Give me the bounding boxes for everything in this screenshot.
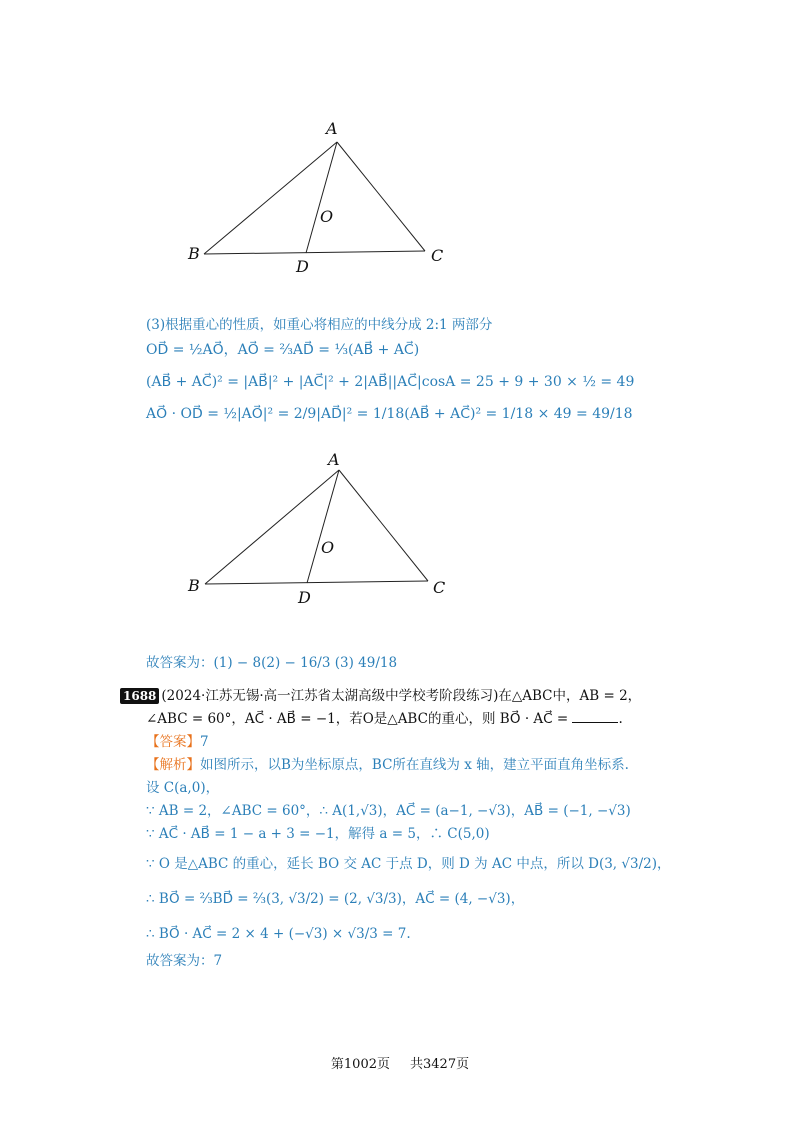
fig1-label-o: O [320, 207, 334, 226]
fig2-label-o: O [321, 538, 335, 557]
analysis-line6: ∴ BO⃗ = ⅔BD⃗ = ⅔(3, √3/2) = (2, √3/3)，AC⃗ = (4, −√3)， [146, 891, 525, 907]
page-footer [0, 1053, 800, 1072]
total-pages: 共3427页 [410, 1057, 470, 1072]
previous-answer: 故答案为：(1) − 8(2) − 16/3 (3) 49/18 [146, 655, 398, 671]
median-ad-2 [307, 470, 339, 583]
fig2-label-d: D [298, 588, 311, 607]
analysis-text-1: 如图所示，以B为坐标原点，BC所在直线为 x 轴，建立平面直角坐标系. [200, 757, 629, 773]
question-line1 [120, 687, 641, 705]
page-number: 第1002页 [330, 1057, 390, 1072]
analysis-line1 [146, 756, 629, 774]
answer-line [146, 733, 209, 751]
question-text-2-end: . [618, 711, 623, 727]
analysis-line2: 设 C(a,0)， [146, 780, 220, 796]
edge-bc-2 [205, 581, 428, 584]
question-number: 1688 [120, 688, 159, 704]
analysis-label: 【解析】 [146, 757, 200, 773]
solution3-line3: (AB⃗ + AC⃗)² = |AB⃗|² + |AC⃗|² + 2|AB⃗||AC⃗|cosA = 25 + 9 + 30 × ½ = 49 [146, 374, 635, 390]
analysis-line8: 故答案为：7 [146, 953, 223, 969]
fig2-label-c: C [433, 578, 446, 597]
fig2-label-a: A [328, 450, 340, 469]
question-line2 [146, 710, 623, 728]
analysis-line3: ∵ AB = 2，∠ABC = 60°，∴ A(1,√3)，AC⃗ = (a−1, −√3)，AB⃗ = (−1, −√3) [146, 803, 631, 819]
fig1-label-d: D [296, 257, 309, 276]
edge-ac-2 [339, 470, 428, 581]
answer-value: 7 [200, 734, 209, 750]
analysis-line7: ∴ BO⃗ · AC⃗ = 2 × 4 + (−√3) × √3/3 = 7. [146, 926, 411, 942]
answer-blank [572, 710, 618, 723]
analysis-line5: ∵ O 是△ABC 的重心，延长 BO 交 AC 于点 D，则 D 为 AC 中点，所以 D(3, √3/2)， [146, 856, 671, 872]
fig2-label-b: B [188, 576, 200, 595]
solution3-line2: OD⃗ = ½AO⃗，AO⃗ = ⅔AD⃗ = ⅓(AB⃗ + AC⃗) [146, 342, 420, 358]
edge-ab-2 [205, 470, 339, 584]
question-text-2: ∠ABC = 60°，AC⃗ · AB⃗ = −1，若O是△ABC的重心，则 BO⃗ · AC⃗ = [146, 711, 573, 727]
question-text-1: (2024·江苏无锡·高一江苏省太湖高级中学校考阶段练习)在△ABC中，AB = 2， [161, 688, 642, 704]
answer-label: 【答案】 [146, 734, 200, 750]
solution3-line1: (3)根据重心的性质，如重心将相应的中线分成 2:1 两部分 [146, 317, 493, 333]
analysis-line4: ∵ AC⃗ · AB⃗ = 1 − a + 3 = −1，解得 a = 5，∴ C(5,0) [146, 826, 490, 842]
fig1-label-c: C [431, 246, 444, 265]
solution3-line4: AO⃗ · OD⃗ = ½|AO⃗|² = 2/9|AD⃗|² = 1/18(AB⃗ + AC⃗)² = 1/18 × 49 = 49/18 [146, 406, 633, 422]
fig1-label-a: A [326, 119, 338, 138]
fig1-label-b: B [188, 244, 200, 263]
